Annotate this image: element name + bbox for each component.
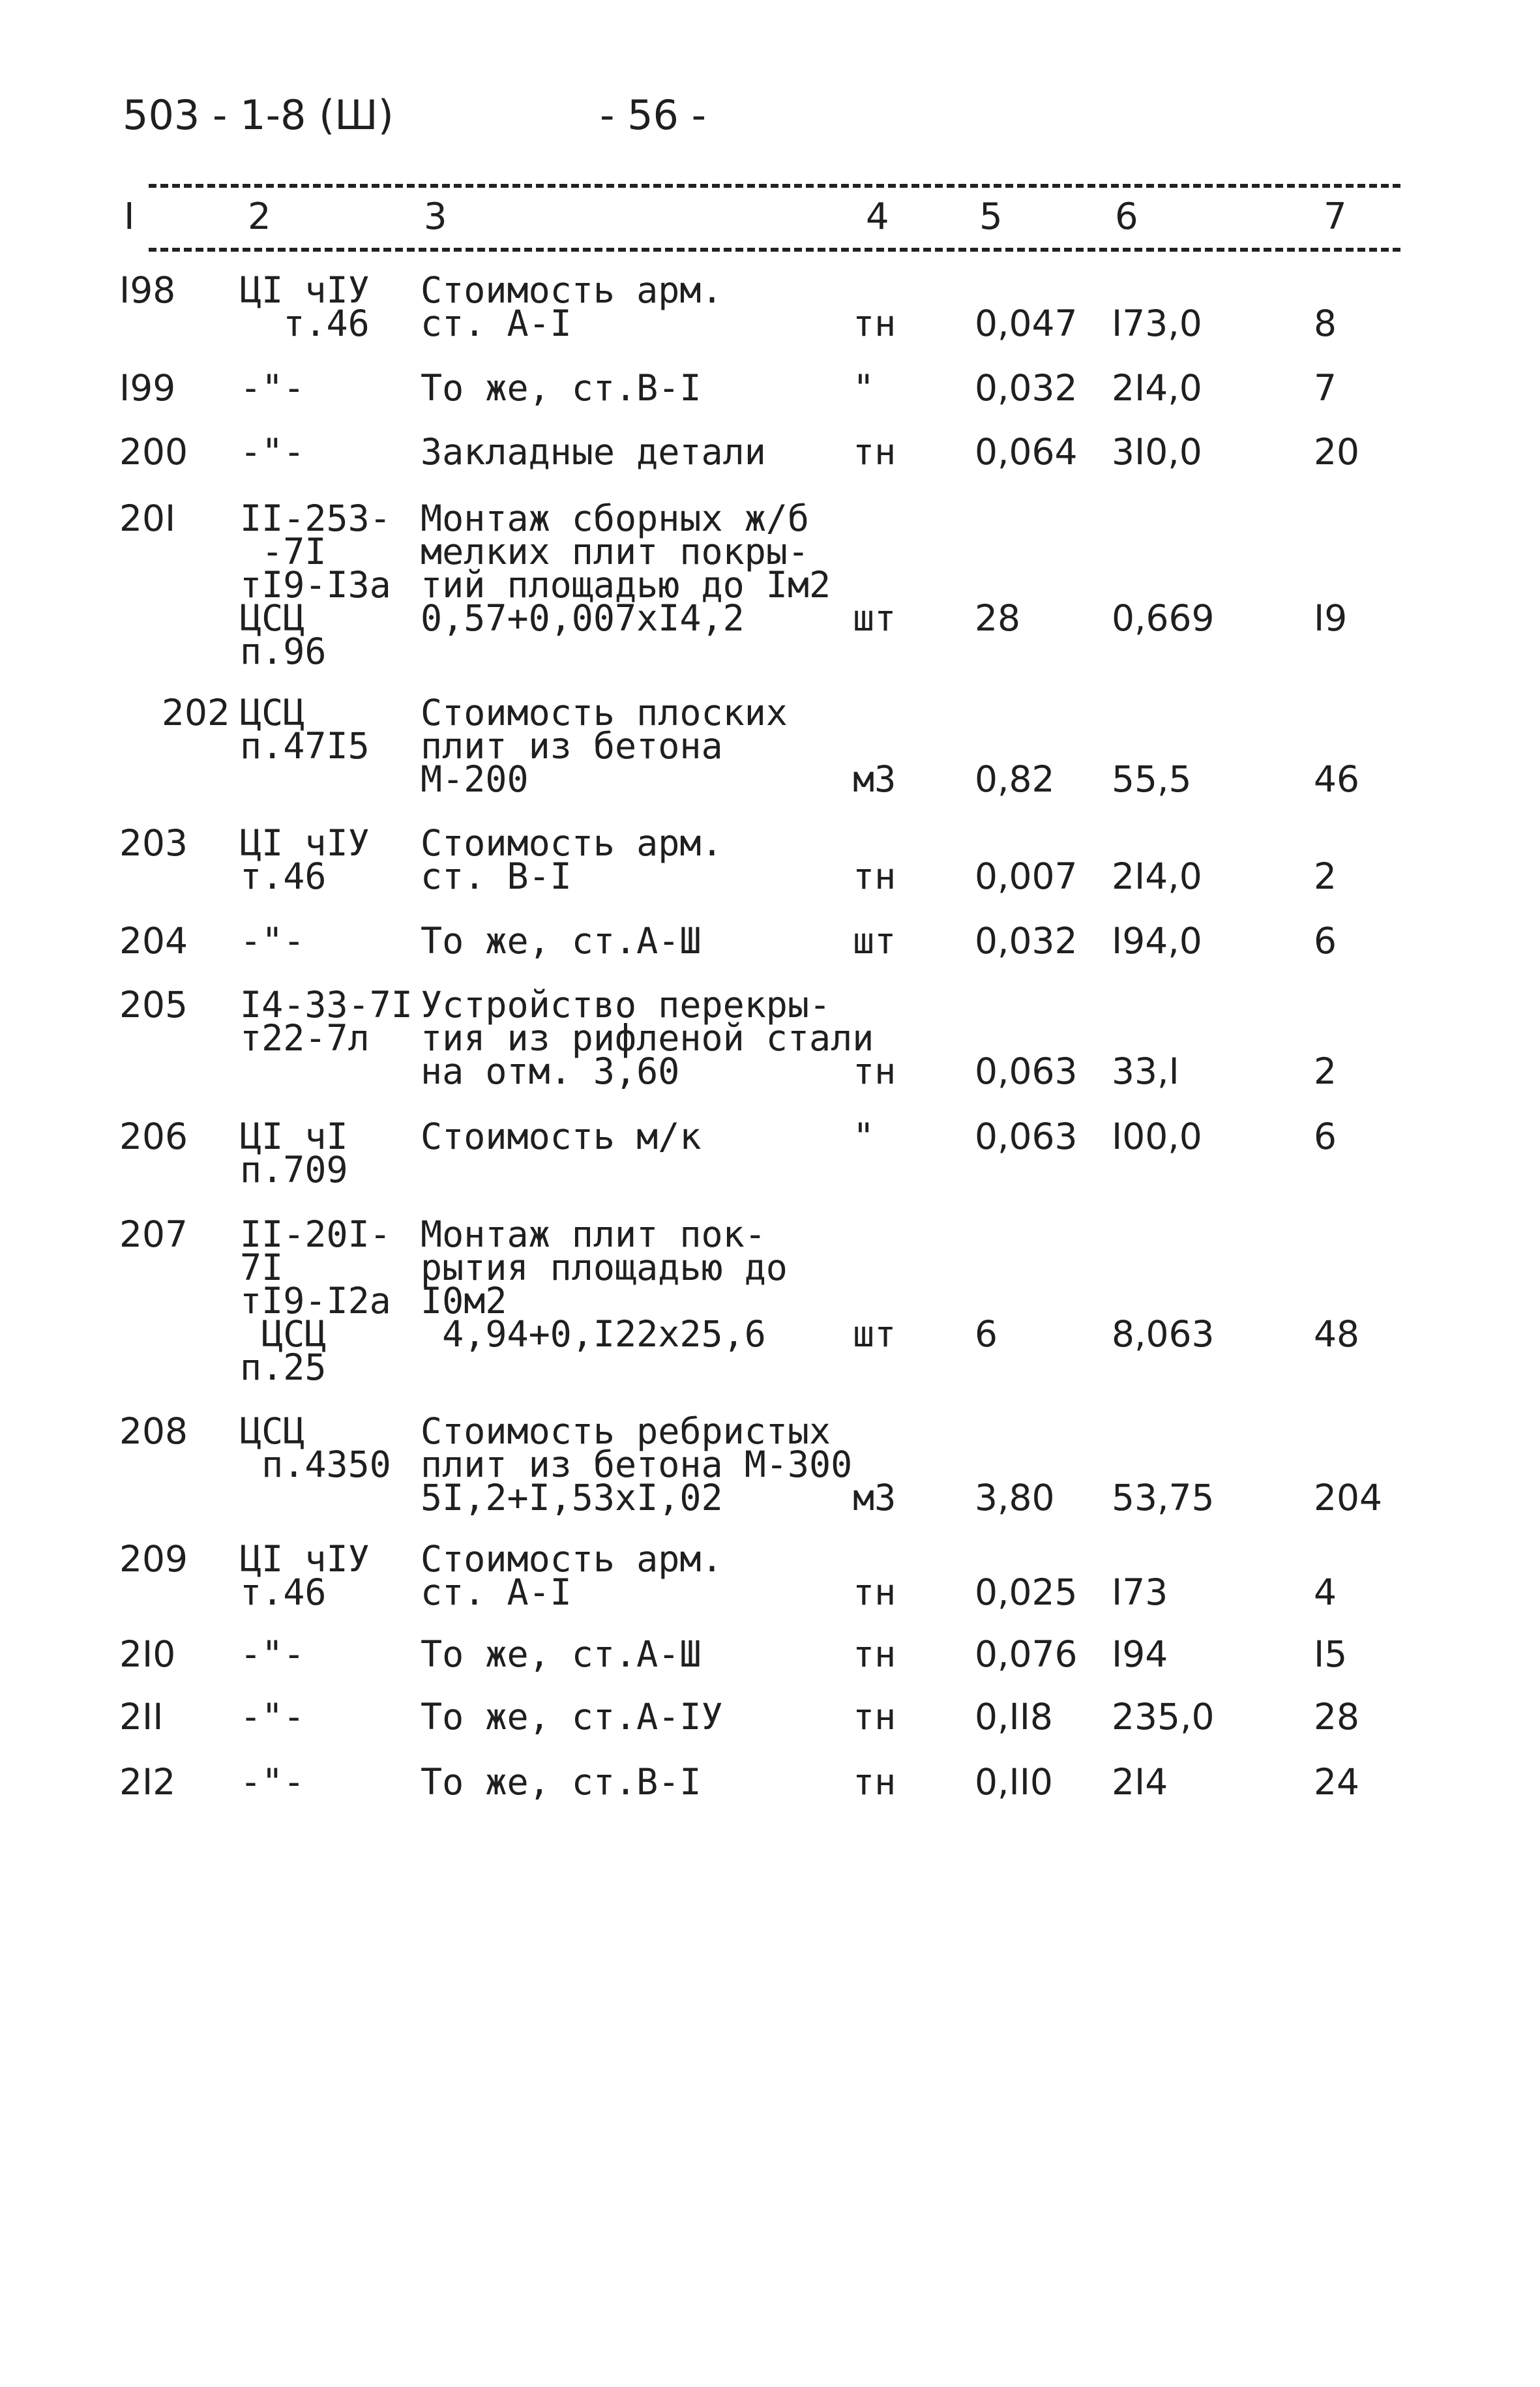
- row-number: 206: [119, 1116, 188, 1157]
- row-code: ЦI чIУ т.46: [240, 1538, 370, 1613]
- row-price: 55,5: [1112, 758, 1192, 800]
- row-total: 7: [1314, 367, 1337, 409]
- row-price: I73: [1112, 1571, 1168, 1613]
- row-number: 20I: [119, 497, 176, 539]
- row-quantity: 0,II0: [975, 1761, 1053, 1803]
- row-quantity: 0,025: [975, 1571, 1078, 1613]
- row-quantity: 0,II8: [975, 1696, 1053, 1738]
- row-description: Стоимость ребристых плит из бетона М-300 5I,2+I,53хI,02: [421, 1410, 853, 1519]
- row-unit: шт: [853, 1313, 896, 1355]
- row-total: I5: [1314, 1633, 1348, 1675]
- row-quantity: 0,007: [975, 855, 1078, 897]
- row-description: Стоимость арм. ст. А-I: [421, 1538, 723, 1613]
- row-total: 20: [1314, 431, 1359, 473]
- row-code: ЦI чI п.709: [240, 1116, 348, 1191]
- row-quantity: 28: [975, 597, 1020, 639]
- row-description: То же, ст.В-I: [421, 1761, 702, 1803]
- row-description: Монтаж сборных ж/б мелких плит покры- тий площадью до Iм2 0,57+0,007хI4,2: [421, 497, 831, 639]
- row-description: Устройство перекры- тия из рифленой стали на отм. 3,60: [421, 984, 874, 1092]
- row-code: -"-: [240, 367, 305, 409]
- row-unit: шт: [853, 597, 896, 639]
- row-code: -"-: [240, 1633, 305, 1675]
- row-price: 8,063: [1112, 1313, 1215, 1355]
- row-price: 0,669: [1112, 597, 1215, 639]
- row-quantity: 0,076: [975, 1633, 1078, 1675]
- row-description: То же, ст.А-IУ: [421, 1696, 723, 1738]
- row-total: I9: [1314, 597, 1348, 639]
- column-header-7: 7: [1324, 196, 1347, 238]
- document-code: 503 - 1-8 (Ш): [123, 91, 394, 139]
- row-description: Стоимость плоских плит из бетона М-200: [421, 692, 788, 800]
- row-code: II-20I- 7I тI9-I2а ЦСЦ п.25: [240, 1213, 391, 1388]
- row-total: 46: [1314, 758, 1359, 800]
- row-quantity: 0,82: [975, 758, 1055, 800]
- row-unit: ": [853, 367, 875, 409]
- row-code: ЦСЦ п.47I5: [240, 692, 370, 767]
- column-header-4: 4: [866, 196, 889, 238]
- row-description: Стоимость арм. ст. А-I: [421, 269, 723, 344]
- row-number: I98: [119, 269, 176, 311]
- row-total: 28: [1314, 1696, 1359, 1738]
- row-price: I00,0: [1112, 1116, 1202, 1157]
- row-total: 204: [1314, 1477, 1382, 1519]
- row-unit: тн: [853, 855, 896, 897]
- row-description: То же, ст.А-Ш: [421, 1633, 702, 1675]
- header-rule-top: [149, 184, 1400, 188]
- row-code: I4-33-7I т22-7л: [240, 984, 413, 1059]
- row-number: 2II: [119, 1696, 164, 1738]
- row-number: 200: [119, 431, 188, 473]
- row-total: 4: [1314, 1571, 1337, 1613]
- row-unit: м3: [853, 1477, 896, 1519]
- row-code: ЦI чIУ т.46: [240, 822, 370, 897]
- row-quantity: 0,063: [975, 1050, 1078, 1092]
- row-number: 2I2: [119, 1761, 176, 1803]
- row-quantity: 0,064: [975, 431, 1078, 473]
- row-number: 204: [119, 920, 188, 962]
- row-price: 2I4,0: [1112, 367, 1202, 409]
- row-price: 2I4,0: [1112, 855, 1202, 897]
- row-number: 2I0: [119, 1633, 176, 1675]
- row-unit: тн: [853, 1761, 896, 1803]
- row-code: ЦСЦ п.4350: [240, 1410, 391, 1485]
- row-code: -"-: [240, 431, 305, 473]
- row-quantity: 0,047: [975, 303, 1078, 344]
- row-total: 6: [1314, 1116, 1337, 1157]
- row-code: -"-: [240, 920, 305, 962]
- column-header-2: 2: [248, 196, 271, 238]
- row-price: I73,0: [1112, 303, 1202, 344]
- row-quantity: 0,032: [975, 920, 1078, 962]
- row-price: 2I4: [1112, 1761, 1168, 1803]
- row-number: I99: [119, 367, 176, 409]
- row-quantity: 0,032: [975, 367, 1078, 409]
- row-unit: м3: [853, 758, 896, 800]
- row-unit: тн: [853, 303, 896, 344]
- row-quantity: 6: [975, 1313, 998, 1355]
- row-code: II-253- -7I тI9-I3а ЦСЦ п.96: [240, 497, 391, 672]
- row-total: 6: [1314, 920, 1337, 962]
- row-description: То же, ст.В-I: [421, 367, 702, 409]
- row-price: 3I0,0: [1112, 431, 1202, 473]
- row-number: 202: [162, 692, 230, 734]
- row-unit: ": [853, 1116, 875, 1157]
- row-total: 24: [1314, 1761, 1359, 1803]
- row-unit: тн: [853, 1571, 896, 1613]
- row-description: Монтаж плит пок- рытия площадью до I0м2 4,94+0,I22х25,6: [421, 1213, 788, 1355]
- column-header-1: I: [124, 196, 135, 238]
- row-price: 53,75: [1112, 1477, 1215, 1519]
- row-price: 235,0: [1112, 1696, 1215, 1738]
- row-price: 33,I: [1112, 1050, 1179, 1092]
- row-total: 2: [1314, 1050, 1337, 1092]
- row-total: 8: [1314, 303, 1337, 344]
- row-number: 209: [119, 1538, 188, 1580]
- row-description: Закладные детали: [421, 431, 766, 473]
- row-total: 2: [1314, 855, 1337, 897]
- row-description: Стоимость м/к: [421, 1116, 702, 1157]
- row-number: 205: [119, 984, 188, 1026]
- row-total: 48: [1314, 1313, 1359, 1355]
- row-quantity: 3,80: [975, 1477, 1055, 1519]
- row-description: Стоимость арм. ст. В-I: [421, 822, 723, 897]
- row-unit: тн: [853, 1696, 896, 1738]
- row-unit: тн: [853, 1633, 896, 1675]
- row-number: 208: [119, 1410, 188, 1452]
- row-number: 203: [119, 822, 188, 864]
- row-number: 207: [119, 1213, 188, 1255]
- row-unit: тн: [853, 431, 896, 473]
- row-unit: тн: [853, 1050, 896, 1092]
- row-price: I94: [1112, 1633, 1168, 1675]
- row-unit: шт: [853, 920, 896, 962]
- row-description: То же, ст.А-Ш: [421, 920, 702, 962]
- row-price: I94,0: [1112, 920, 1202, 962]
- row-code: -"-: [240, 1696, 305, 1738]
- column-header-3: 3: [424, 196, 447, 238]
- row-code: ЦI чIУ т.46: [240, 269, 370, 344]
- page-number: - 56 -: [600, 91, 707, 139]
- row-quantity: 0,063: [975, 1116, 1078, 1157]
- row-code: -"-: [240, 1761, 305, 1803]
- column-header-5: 5: [979, 196, 1003, 238]
- header-rule-bottom: [149, 248, 1400, 252]
- column-header-6: 6: [1115, 196, 1138, 238]
